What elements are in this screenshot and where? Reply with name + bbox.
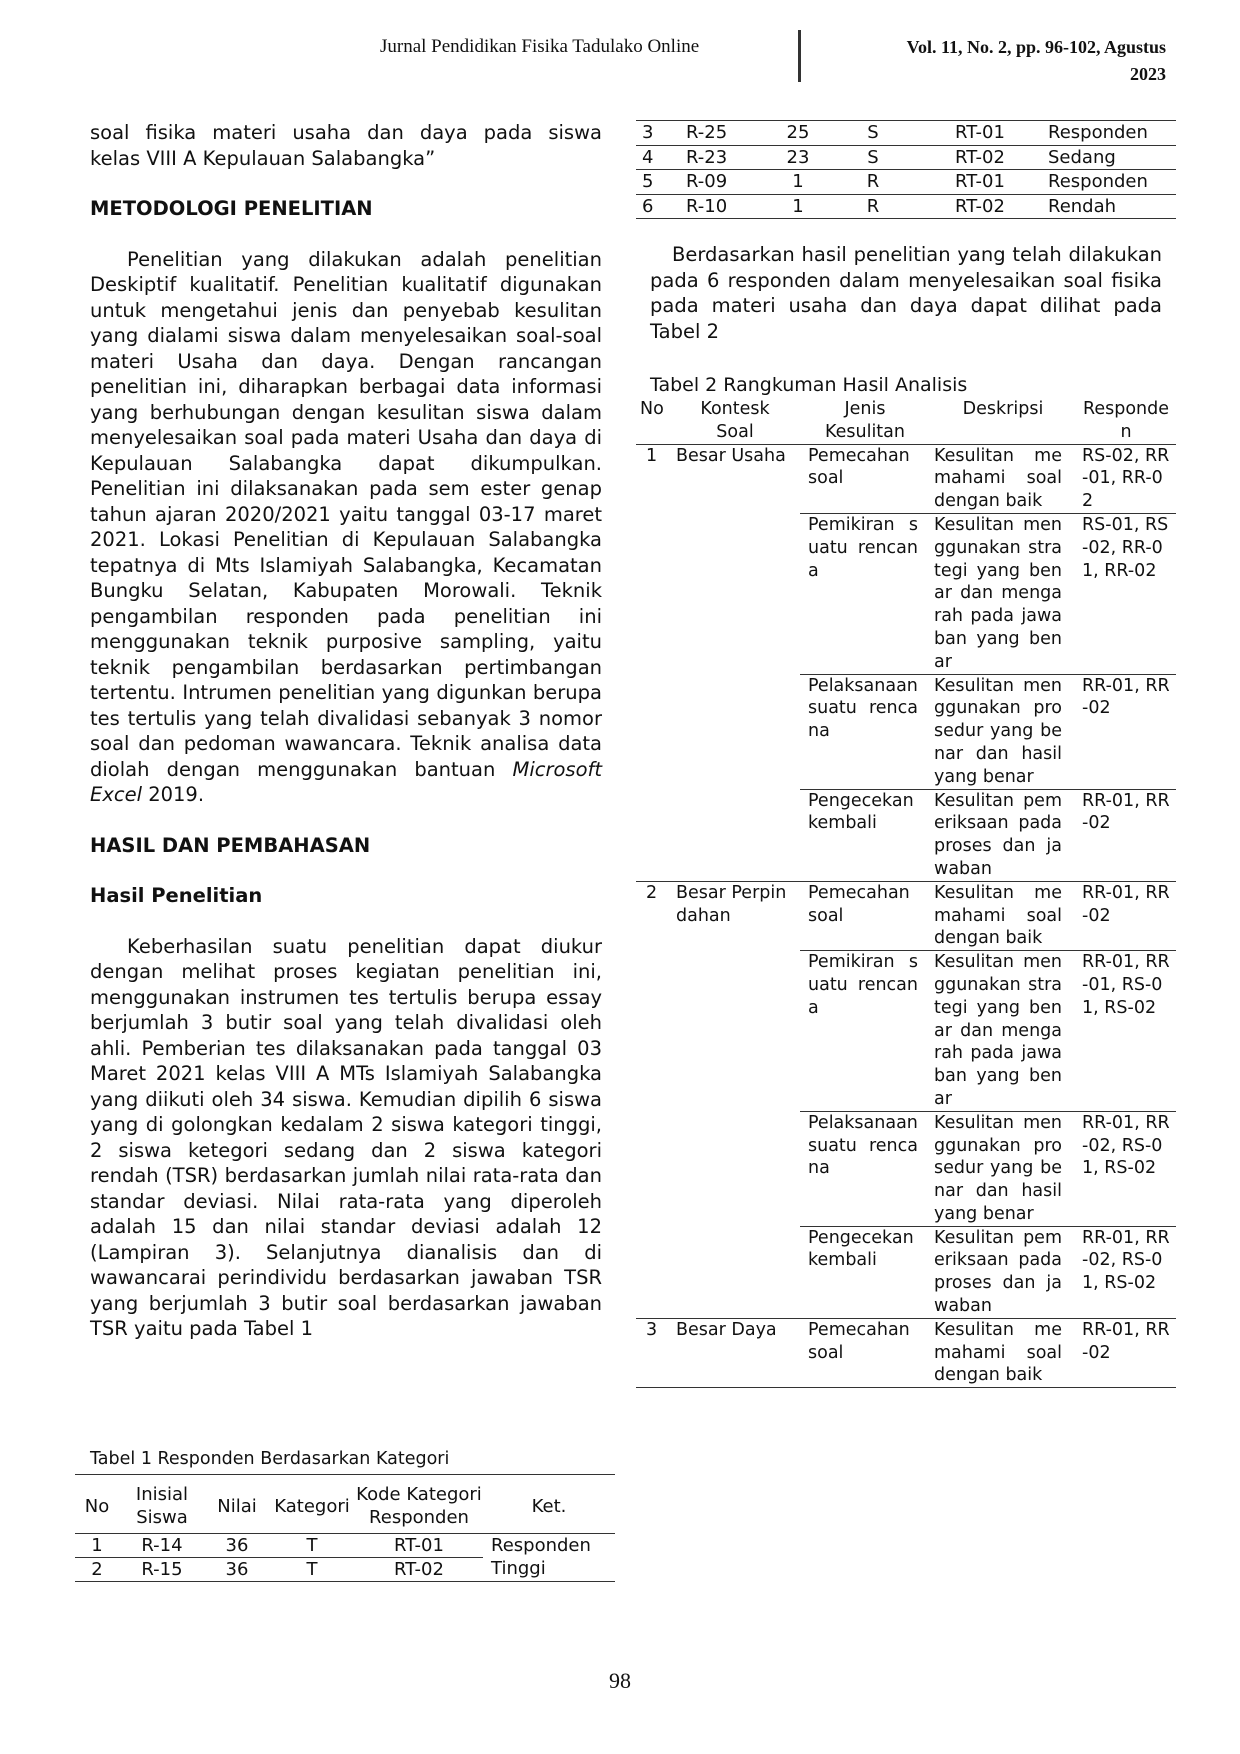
table2-responden-cell: RR-01, RR-02 bbox=[1076, 881, 1176, 950]
table2-deskripsi-cell: Kesulitan menggunakan prosedur yang benar dan hasil yang benar bbox=[930, 1111, 1076, 1226]
results-heading: HASIL DAN PEMBAHASAN bbox=[90, 833, 371, 857]
table-cell: S bbox=[867, 146, 879, 168]
method-heading: METODOLOGI PENELITIAN bbox=[90, 197, 373, 220]
table2-responden-cell: RR-01, RR-02 bbox=[1076, 1318, 1176, 1387]
journal-name: Jurnal Pendidikan Fisika Tadulako Online bbox=[380, 36, 700, 57]
table-cell: R-14 bbox=[141, 1535, 183, 1556]
table2-responden-cell: RR-01, RR-02 bbox=[1076, 789, 1176, 881]
table-cell: R-09 bbox=[686, 171, 728, 192]
table-1-continued bbox=[636, 120, 1176, 219]
method-text: Penelitian yang dilakukan adalah penelitian Deskiptif kualitatif. Penelitian kualitatif digunakan untuk mengetahui jenis dan penyebab kesulitan yang dialami siswa dalam menyelesaikan soal-soal materi Usaha dan daya. Dengan rancangan penelitian ini, diharapkan berbagai data informasi yang berhubungan dengan kesulitan siswa dalam menyelesaikan soal pada materi Usaha dan daya di Kepulauan Salabangka dapat dikumpulkan. Penelitian ini dilaksanakan pada sem ester genap tahun ajaran 2020/2021 yaitu tanggal 03-17 maret 2021. Lokasi Penelitian di Kepulauan Salabangka tepatnya di Mts Islamiyah Salabangka, Kecamatan Bungku Selatan, Kabupaten Morowali. Teknik pengambilan responden pada penelitian ini menggunakan teknik purposive sampling, yaitu teknik pengambilan berdasarkan pertimbangan tertentu. Intrumen penelitian yang digunkan berupa tes tertulis yang telah divalidasi sebanyak 3 nomor soal dan pedoman wawancara. Teknik analisa data diolah dengan menggunakan bantuan bbox=[90, 247, 602, 781]
method-tail: 2019. bbox=[142, 783, 205, 806]
table-cell: 4 bbox=[642, 146, 654, 168]
table-cell: R-10 bbox=[686, 195, 728, 217]
table-cell bbox=[483, 1534, 615, 1582]
table-cell: RT-01 bbox=[955, 122, 1005, 143]
right-paragraph: Berdasarkan hasil penelitian yang telah dilakukan pada 6 responden dalam menyelesaikan soal fisika pada materi usaha dan daya dapat dilihat pada Tabel 2 bbox=[650, 243, 1162, 343]
volume-line-1: Vol. 11, No. 2, pp. 96-102, Agustus bbox=[906, 37, 1166, 57]
table-cell: 1 bbox=[792, 195, 804, 217]
table2-no-cell: 2 bbox=[636, 881, 670, 1318]
table2-header-cell: Jenis Kesulitan bbox=[825, 399, 905, 442]
table2-deskripsi-cell: Kesulitan menggunakan strategi yang benar dan mengarah pada jawaban yang benar bbox=[930, 513, 1076, 674]
table2-responden-cell: RS-02, RR-01, RR-02 bbox=[1076, 444, 1176, 513]
table-row bbox=[636, 881, 1176, 950]
table2-deskripsi-cell: Kesulitan menggunakan prosedur yang benar dan hasil yang benar bbox=[930, 674, 1076, 789]
table2-deskripsi-cell: Kesulitan pemeriksaan pada proses dan jawaban bbox=[930, 1226, 1076, 1318]
table-cell: RT-01 bbox=[394, 1535, 444, 1556]
method-software: Microsoft Excel bbox=[90, 757, 603, 806]
table-cell: Sedang bbox=[1048, 146, 1116, 168]
table2-jenis-cell: Pemecahan soal bbox=[800, 881, 930, 950]
right-column bbox=[650, 242, 1162, 344]
table-cell: R-15 bbox=[141, 1559, 183, 1580]
table-cell: R-23 bbox=[686, 146, 728, 168]
table1-header-cell: Kategori bbox=[274, 1495, 350, 1517]
intro-line-1: soal fisika materi usaha dan daya pada siswa bbox=[90, 121, 602, 144]
volume-line-2: 2023 bbox=[1130, 64, 1166, 84]
table-row bbox=[636, 1318, 1176, 1387]
table2-header-cell: Kontesk Soal bbox=[700, 399, 770, 442]
table2-jenis-cell: Pelaksanaan suatu rencana bbox=[800, 1111, 930, 1226]
table1-header-cell: No bbox=[84, 1495, 110, 1517]
table2-deskripsi-cell: Kesulitan pemeriksaan pada proses dan jawaban bbox=[930, 789, 1076, 881]
table-cell: S bbox=[867, 122, 879, 143]
table1-header-cell: Nilai bbox=[217, 1495, 257, 1517]
table2-jenis-cell: Pemikiran suatu rencana bbox=[800, 951, 930, 1112]
results-subheading: Hasil Penelitian bbox=[90, 884, 263, 907]
volume-info bbox=[810, 34, 1166, 88]
table-cell: Responden bbox=[1048, 122, 1148, 143]
table-cell: R-25 bbox=[686, 122, 728, 143]
table2-deskripsi-cell: Kesulitan memahami soal dengan baik bbox=[930, 444, 1076, 513]
table2-konteks-cell: Besar Perpindahan bbox=[670, 881, 800, 1318]
table2-jenis-cell: Pengecekan kembali bbox=[800, 789, 930, 881]
table-cell: 1 bbox=[91, 1535, 103, 1556]
table-cell: T bbox=[306, 1559, 318, 1580]
table2-deskripsi-cell: Kesulitan memahami soal dengan baik bbox=[930, 881, 1076, 950]
table2-deskripsi-cell: Kesulitan menggunakan strategi yang benar dan mengarah pada jawaban yang benar bbox=[930, 951, 1076, 1112]
table-cell: T bbox=[306, 1535, 318, 1556]
table1-header-cell: Kode Kategori Responden bbox=[356, 1484, 482, 1528]
table-row bbox=[636, 194, 1176, 219]
table2-jenis-cell: Pelaksanaan suatu rencana bbox=[800, 674, 930, 789]
table2-responden-cell: RR-01, RR-02 bbox=[1076, 674, 1176, 789]
table-cell: 25 bbox=[786, 122, 810, 143]
table2-header-cell: No bbox=[640, 399, 664, 419]
table-row bbox=[636, 145, 1176, 170]
table-cell: RT-02 bbox=[394, 1559, 444, 1580]
table-1 bbox=[75, 1474, 615, 1582]
table-cell: RT-01 bbox=[955, 171, 1005, 192]
table1-header-row bbox=[75, 1475, 615, 1534]
table-cell: Rendah bbox=[1048, 195, 1117, 217]
table2-no-cell: 3 bbox=[636, 1318, 670, 1387]
table-cell: 36 bbox=[225, 1535, 249, 1556]
table-cell: 23 bbox=[786, 146, 810, 168]
table2-caption: Tabel 2 Rangkuman Hasil Analisis bbox=[650, 374, 968, 396]
table1-header-cell: Ket. bbox=[531, 1495, 567, 1517]
table-cell: 2 bbox=[91, 1559, 103, 1580]
method-paragraph bbox=[90, 247, 602, 808]
results-paragraph: Keberhasilan suatu penelitian dapat diukur dengan melihat proses kegiatan penelitian ini, menggunakan instrumen tes tertulis berupa essay berjumlah 3 butir soal yang telah divalidasi oleh ahli. Pemberian tes dilaksanakan pada tanggal 03 Maret 2021 kelas VIII A MTs Islamiyah Salabangka yang diikuti oleh 34 siswa. Kemudian dipilih 6 siswa yang di golongkan kedalam 2 siswa kategori tinggi, 2 siswa ketegori sedang dan 2 siswa kategori rendah (TSR) berdasarkan jumlah nilai rata-rata dan standar deviasi. Nilai rata-rata yang diperoleh adalah 15 dan nilai standar deviasi adalah 12 (Lampiran 3). Selanjutnya dianalisis dan di wawancarai perindividu berdasarkan jawaban TSR yang berjumlah 3 butir soal berdasarkan jawaban TSR yaitu pada Tabel 1 bbox=[90, 934, 602, 1340]
table-cell: Responden bbox=[1048, 171, 1148, 192]
left-column bbox=[90, 120, 602, 1342]
table2-deskripsi-cell: Kesulitan memahami soal dengan baik bbox=[930, 1318, 1076, 1387]
table2-responden-cell: RS-01, RS-02, RR-01, RR-02 bbox=[1076, 513, 1176, 674]
table2-responden-cell: RR-01, RR-02, RS-01, RS-02 bbox=[1076, 1111, 1176, 1226]
table2-jenis-cell: Pemecahan soal bbox=[800, 1318, 930, 1387]
table2-no-cell: 1 bbox=[636, 444, 670, 881]
table1-caption: Tabel 1 Responden Berdasarkan Kategori bbox=[90, 1449, 450, 1469]
table-cell: R bbox=[866, 195, 880, 217]
table2-konteks-cell: Besar Usaha bbox=[670, 444, 800, 881]
table2-jenis-cell: Pemecahan soal bbox=[800, 444, 930, 513]
ket-line-1: Responden bbox=[491, 1535, 591, 1556]
table-cell: RT-02 bbox=[955, 146, 1005, 168]
table2-jenis-cell: Pengecekan kembali bbox=[800, 1226, 930, 1318]
table-row bbox=[636, 121, 1176, 146]
table-cell: 1 bbox=[792, 171, 804, 192]
ket-line-2: Tinggi bbox=[491, 1558, 546, 1579]
table-cell: R bbox=[866, 171, 880, 192]
table-cell: 6 bbox=[642, 195, 654, 217]
table2-header-cell: Responden bbox=[1082, 399, 1170, 442]
table2-jenis-cell: Pemikiran suatu rencana bbox=[800, 513, 930, 674]
table1-header-cell: Inisial Siswa bbox=[135, 1484, 189, 1528]
header-divider bbox=[798, 30, 801, 82]
intro-line-2: kelas VIII A Kepulauan Salabangka” bbox=[90, 146, 436, 170]
table2-konteks-cell: Besar Daya bbox=[670, 1318, 800, 1387]
table-cell: 36 bbox=[225, 1559, 249, 1580]
table-2 bbox=[636, 398, 1176, 1388]
page-number: 98 bbox=[609, 1668, 631, 1693]
table-cell: 5 bbox=[642, 171, 654, 192]
table-row bbox=[75, 1534, 615, 1558]
table-row bbox=[636, 444, 1176, 513]
table2-header-row bbox=[636, 398, 1176, 444]
table-cell: 3 bbox=[642, 122, 654, 143]
table2-responden-cell: RR-01, RR-02, RS-01, RS-02 bbox=[1076, 1226, 1176, 1318]
table-row bbox=[636, 170, 1176, 195]
table2-header-cell: Deskripsi bbox=[962, 399, 1044, 419]
table2-responden-cell: RR-01, RR-01, RS-01, RS-02 bbox=[1076, 951, 1176, 1112]
table-cell: RT-02 bbox=[955, 195, 1005, 217]
